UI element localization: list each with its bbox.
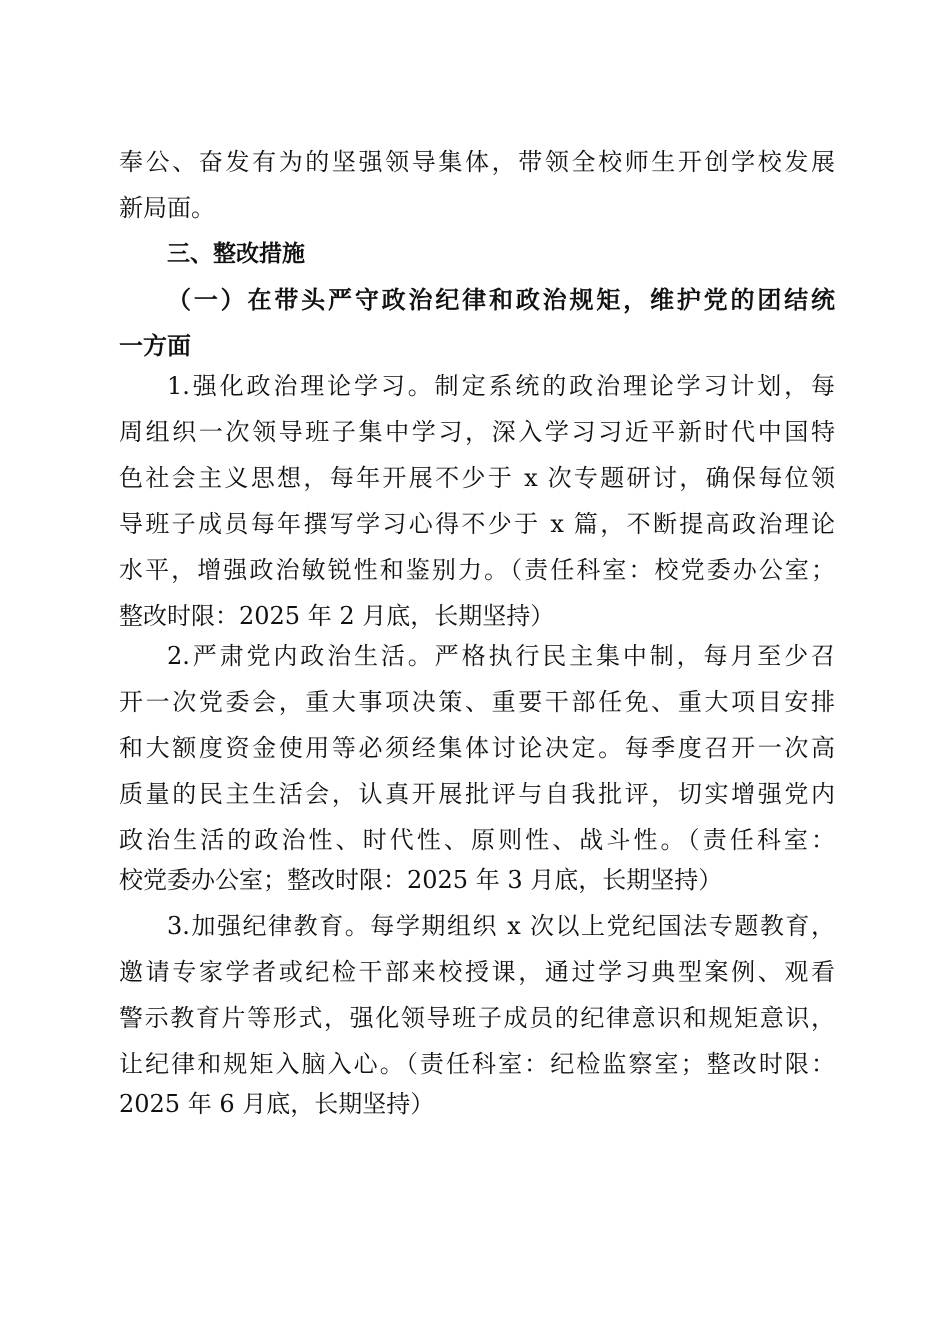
body-line: 校党委办公室；整改时限：2025 年 3 月底，长期坚持） bbox=[119, 866, 723, 894]
body-line: 让纪律和规矩入脑入心。（责任科室：纪检监察室；整改时限： bbox=[119, 1050, 835, 1078]
body-line: 新局面。 bbox=[119, 194, 215, 222]
body-line: 色社会主义思想，每年开展不少于 x 次专题研讨，确保每位领 bbox=[119, 464, 835, 492]
body-line: 奉公、奋发有为的坚强领导集体，带领全校师生开创学校发展 bbox=[119, 148, 835, 176]
body-line: 2.严肃党内政治生活。严格执行民主集中制，每月至少召 bbox=[167, 642, 835, 670]
body-line: 和大额度资金使用等必须经集体讨论决定。每季度召开一次高 bbox=[119, 734, 835, 762]
body-line: 开一次党委会，重大事项决策、重要干部任免、重大项目安排 bbox=[119, 688, 835, 716]
body-line: 2025 年 6 月底，长期坚持） bbox=[119, 1090, 435, 1118]
body-line: 质量的民主生活会，认真开展批评与自我批评，切实增强党内 bbox=[119, 780, 835, 808]
body-line: 3.加强纪律教育。每学期组织 x 次以上党纪国法专题教育， bbox=[167, 912, 835, 940]
section-heading: 三、整改措施 bbox=[167, 241, 305, 267]
body-line: 导班子成员每年撰写学习心得不少于 x 篇，不断提高政治理论 bbox=[119, 510, 835, 538]
subsection-heading: （一）在带头严守政治纪律和政治规矩，维护党的团结统 bbox=[167, 285, 835, 314]
body-line: 整改时限：2025 年 2 月底，长期坚持） bbox=[119, 602, 555, 630]
body-line: 政治生活的政治性、时代性、原则性、战斗性。（责任科室： bbox=[119, 826, 835, 854]
body-line: 周组织一次领导班子集中学习，深入学习习近平新时代中国特 bbox=[119, 418, 835, 446]
body-line: 水平，增强政治敏锐性和鉴别力。（责任科室：校党委办公室； bbox=[119, 556, 835, 584]
body-line: 1.强化政治理论学习。制定系统的政治理论学习计划，每 bbox=[167, 372, 835, 400]
body-line: 邀请专家学者或纪检干部来校授课，通过学习典型案例、观看 bbox=[119, 958, 835, 986]
subsection-heading: 一方面 bbox=[119, 331, 191, 360]
body-line: 警示教育片等形式，强化领导班子成员的纪律意识和规矩意识， bbox=[119, 1004, 835, 1032]
